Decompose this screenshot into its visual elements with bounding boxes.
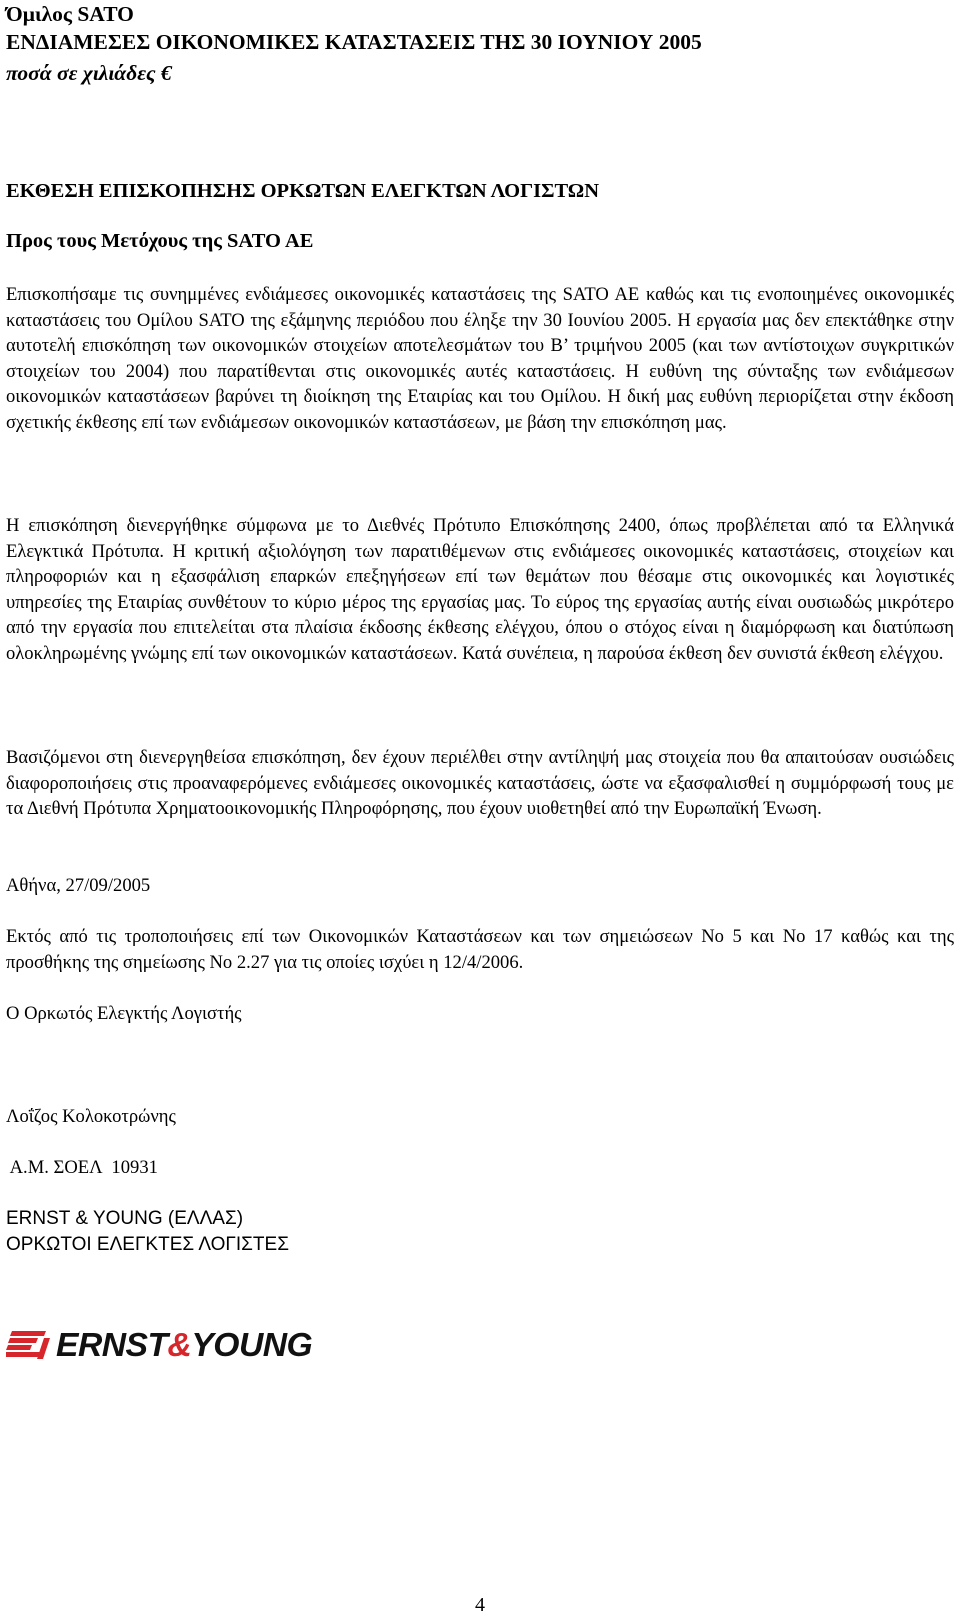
amendment-note: Εκτός από τις τροποποιήσεις επί των Οικονομικών Καταστάσεων και των σημειώσεων Νο 5 και Νο 17 καθώς και της προσθήκης της σημείωσης Νο 2.27 για τις οποίες ισχύει η 12/4/2006. [6, 926, 954, 973]
auditor-name: Λοΐζος Κολοκοτρώνης [6, 1106, 176, 1127]
currency-note: ποσά σε χιλιάδες € [6, 61, 172, 85]
logo-wordmark [56, 1326, 312, 1364]
paragraph-conclusion: Βασιζόμενοι στη διενεργηθείσα επισκόπηση, δεν έχουν περιέλθει στην αντίληψή μας στοιχεία που θα απαιτούσαν ουσιώδεις διαφοροποιήσεις στις προαναφερόμενες ενδιάμεσες οικονομικές καταστάσεις, ώστε να εξασφαλισθεί η συμμόρφωσή τους με τα Διεθνή Πρότυπα Χρηματοοικονομικής Πληροφόρησης, που έχουν υιοθετηθεί από την Ευρωπαϊκή Ένωση. [6, 747, 954, 820]
registry-number: Α.Μ. ΣΟΕΛ 10931 [6, 1157, 158, 1178]
place-date: Αθήνα, 27/09/2005 [6, 875, 151, 896]
ernst-young-logo [6, 1326, 313, 1364]
firm-subtitle: ΟΡΚΩΤΟΙ ΕΛΕΓΚΤΕΣ ΛΟΓΙΣΤΕΣ [6, 1234, 289, 1255]
statement-title: ΕΝΔΙΑΜΕΣΕΣ ΟΙΚΟΝΟΜΙΚΕΣ ΚΑΤΑΣΤΑΣΕΙΣ ΤΗΣ 30 ΙΟΥΝΙΟΥ 2005 [6, 30, 702, 54]
addressee: Προς τους Μετόχους της SATO AE [6, 230, 314, 252]
paragraph-scope: Επισκοπήσαμε τις συνημμένες ενδιάμεσες οικονομικές καταστάσεις της SATO AE καθώς και τις ενοποιημένες οικονομικές καταστάσεις του Ομίλου SATO της εξάμηνης περιόδου που έληξε την 30 Ιουνίου 2005. Η εργασία μας δεν επεκτάθηκε στην αυτοτελή επισκόπηση των οικονομικών στοιχείων αποτελεσμάτων του Β’ τριμήνου 2005 (και των αντίστοιχων συγκριτικών στοιχείων του 2004) που παρατίθενται στις οικονομικές αυτές καταστάσεις. Η ευθύνη της σύνταξης των ενδιάμεσων οικονομικών καταστάσεων βαρύνει τη διοίκηση της Εταιρίας και του Ομίλου. Η δική μας ευθύνη περιορίζεται στην έκδοση σχετικής έκθεσης επί των ενδιάμεσων οικονομικών καταστάσεων, με βάση την επισκόπηση μας. [6, 284, 954, 433]
firm-name: ERNST & YOUNG (ΕΛΛΑΣ) [6, 1208, 244, 1229]
logo-brand-young: YOUNG [191, 1326, 313, 1363]
logo-brand-ernst: ERNST [56, 1326, 168, 1363]
logo-ampersand: & [167, 1326, 192, 1363]
report-title: ΕΚΘΕΣΗ ΕΠΙΣΚΟΠΗΣΗΣ ΟΡΚΩΤΩΝ ΕΛΕΓΚΤΩΝ ΛΟΓΙΣΤΩΝ [6, 180, 600, 202]
paragraph-procedure: Η επισκόπηση διενεργήθηκε σύμφωνα με το Διεθνές Πρότυπο Επισκόπησης 2400, όπως προβλέπεται από τα Ελληνικά Ελεγκτικά Πρότυπα. Η κριτική αξιολόγηση των παρατιθέμενων στις ενδιάμεσες οικονομικές καταστάσεις, στοιχείων και πληροφοριών και η εξασφάλιση επαρκών επεξηγήσεων επί των θεμάτων που θέσαμε στις οικονομικές και λογιστικές υπηρεσίες της Εταιρίας συνθέτουν το κύριο μέρος της εργασίας μας. Το εύρος της εργασίας αυτής είναι ουσιωδώς μικρότερο από την εργασία που επιτελείται στα πλαίσια έκδοσης έκθεσης ελέγχου, όπου ο στόχος είναι η διαμόρφωση και διατύπωση ολοκληρωμένης γνώμης επί των οικονομικών καταστάσεων. Κατά συνέπεια, η παρούσα έκθεση δεν συνιστά έκθεση ελέγχου. [6, 515, 954, 664]
company-name: Όμιλος SATO [6, 2, 134, 26]
logo-bars-icon [6, 1329, 50, 1361]
auditor-role: Ο Ορκωτός Ελεγκτής Λογιστής [6, 1003, 242, 1024]
page-number: 4 [475, 1594, 485, 1616]
